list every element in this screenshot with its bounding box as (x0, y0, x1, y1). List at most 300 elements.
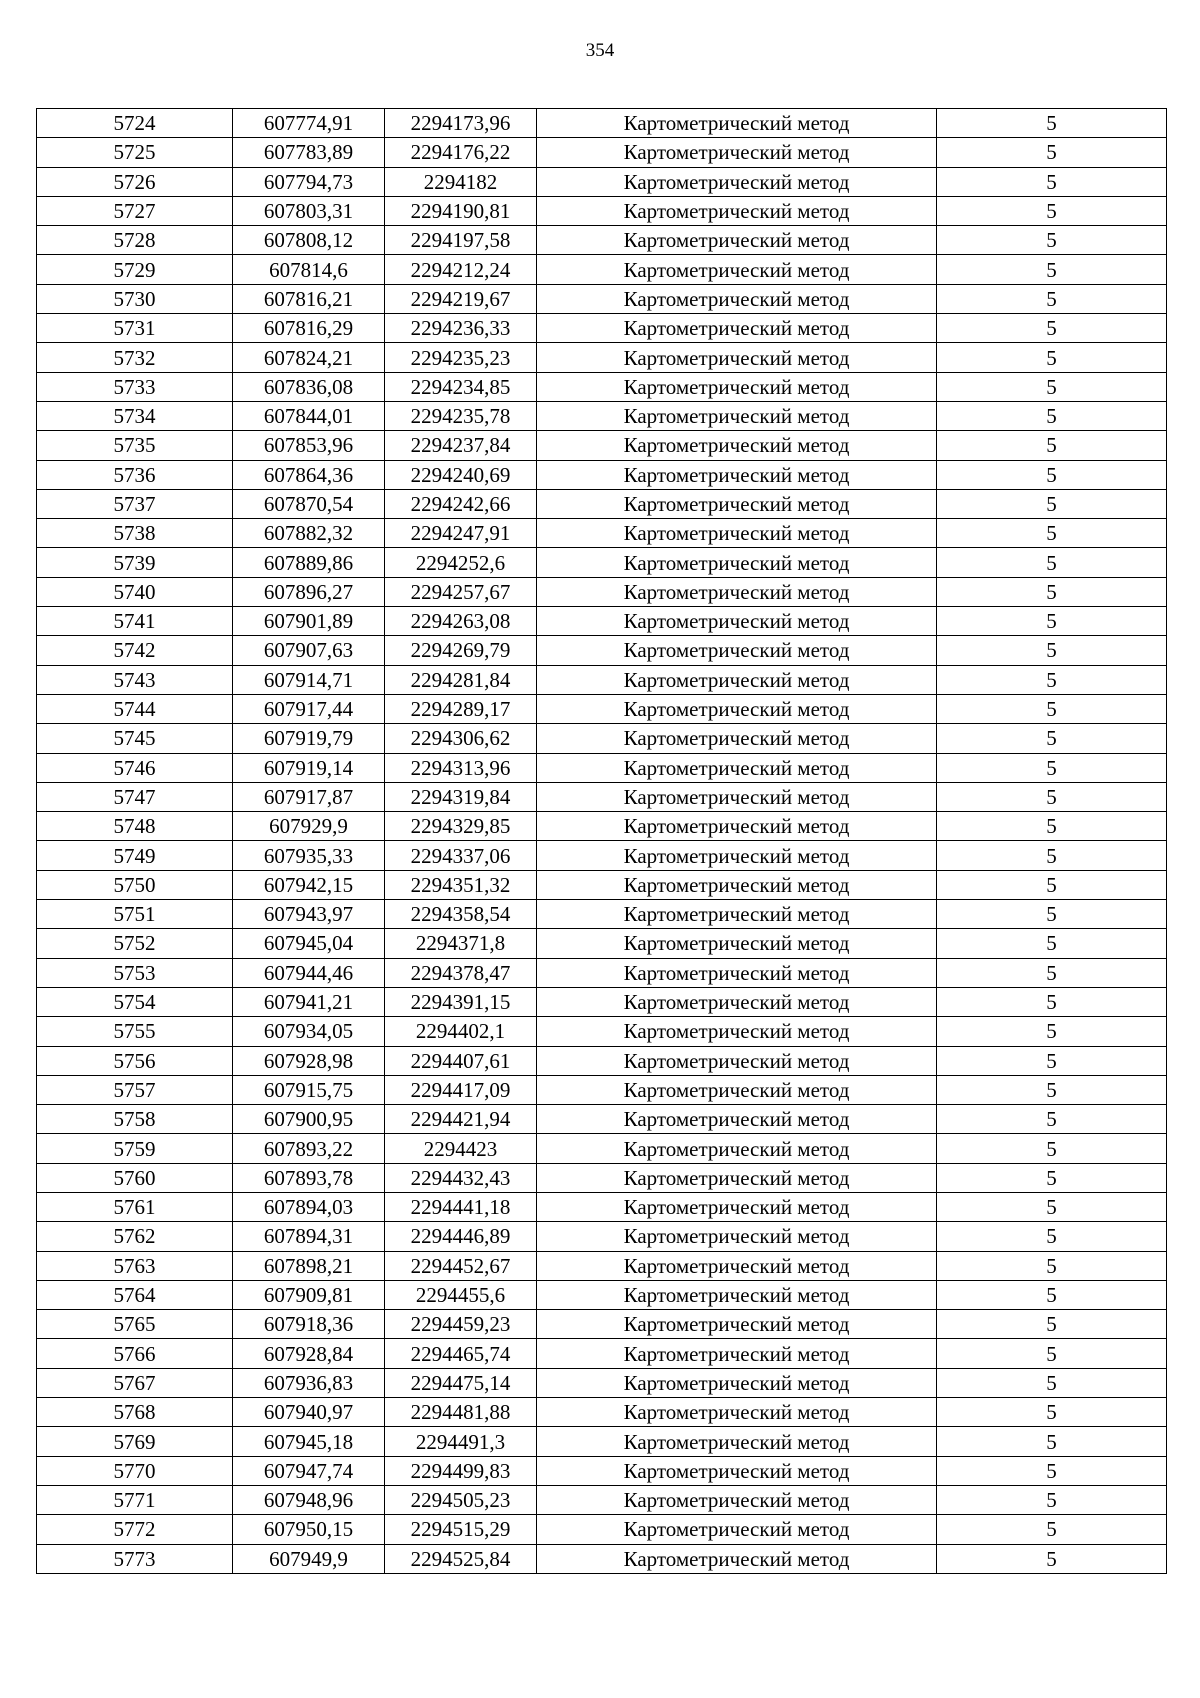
point-number-cell: 5729 (37, 255, 233, 284)
method-cell: Картометрический метод (537, 401, 937, 430)
accuracy-cell: 5 (937, 167, 1167, 196)
x-coordinate-cell: 607919,14 (233, 753, 385, 782)
y-coordinate-cell: 2294176,22 (385, 138, 537, 167)
point-number-cell: 5763 (37, 1251, 233, 1280)
point-number-cell: 5758 (37, 1105, 233, 1134)
x-coordinate-cell: 607944,46 (233, 958, 385, 987)
accuracy-cell: 5 (937, 1310, 1167, 1339)
x-coordinate-cell: 607935,33 (233, 841, 385, 870)
point-number-cell: 5770 (37, 1456, 233, 1485)
method-cell: Картометрический метод (537, 1163, 937, 1192)
accuracy-cell: 5 (937, 607, 1167, 636)
x-coordinate-cell: 607914,71 (233, 665, 385, 694)
x-coordinate-cell: 607893,22 (233, 1134, 385, 1163)
method-cell: Картометрический метод (537, 167, 937, 196)
accuracy-cell: 5 (937, 1105, 1167, 1134)
table-row (37, 1485, 1167, 1514)
accuracy-cell: 5 (937, 870, 1167, 899)
point-number-cell: 5726 (37, 167, 233, 196)
table-row (37, 1075, 1167, 1104)
table-row (37, 548, 1167, 577)
accuracy-cell: 5 (937, 636, 1167, 665)
table-row (37, 1134, 1167, 1163)
table-row (37, 1046, 1167, 1075)
y-coordinate-cell: 2294459,23 (385, 1310, 537, 1339)
accuracy-cell: 5 (937, 694, 1167, 723)
point-number-cell: 5773 (37, 1544, 233, 1573)
x-coordinate-cell: 607949,9 (233, 1544, 385, 1573)
accuracy-cell: 5 (937, 1280, 1167, 1309)
x-coordinate-cell: 607950,15 (233, 1515, 385, 1544)
accuracy-cell: 5 (937, 812, 1167, 841)
method-cell: Картометрический метод (537, 929, 937, 958)
y-coordinate-cell: 2294219,67 (385, 284, 537, 313)
y-coordinate-cell: 2294240,69 (385, 460, 537, 489)
y-coordinate-cell: 2294475,14 (385, 1368, 537, 1397)
table-row (37, 196, 1167, 225)
x-coordinate-cell: 607898,21 (233, 1251, 385, 1280)
accuracy-cell: 5 (937, 753, 1167, 782)
x-coordinate-cell: 607900,95 (233, 1105, 385, 1134)
table-row (37, 167, 1167, 196)
accuracy-cell: 5 (937, 548, 1167, 577)
y-coordinate-cell: 2294236,33 (385, 314, 537, 343)
point-number-cell: 5746 (37, 753, 233, 782)
x-coordinate-cell: 607774,91 (233, 109, 385, 138)
x-coordinate-cell: 607816,21 (233, 284, 385, 313)
y-coordinate-cell: 2294358,54 (385, 900, 537, 929)
point-number-cell: 5735 (37, 431, 233, 460)
point-number-cell: 5767 (37, 1368, 233, 1397)
y-coordinate-cell: 2294441,18 (385, 1192, 537, 1221)
method-cell: Картометрический метод (537, 987, 937, 1016)
accuracy-cell: 5 (937, 1075, 1167, 1104)
method-cell: Картометрический метод (537, 1485, 937, 1514)
point-number-cell: 5747 (37, 782, 233, 811)
x-coordinate-cell: 607928,84 (233, 1339, 385, 1368)
method-cell: Картометрический метод (537, 870, 937, 899)
table-row (37, 636, 1167, 665)
method-cell: Картометрический метод (537, 958, 937, 987)
y-coordinate-cell: 2294371,8 (385, 929, 537, 958)
point-number-cell: 5725 (37, 138, 233, 167)
x-coordinate-cell: 607808,12 (233, 226, 385, 255)
method-cell: Картометрический метод (537, 665, 937, 694)
point-number-cell: 5728 (37, 226, 233, 255)
method-cell: Картометрический метод (537, 1134, 937, 1163)
accuracy-cell: 5 (937, 284, 1167, 313)
method-cell: Картометрический метод (537, 519, 937, 548)
accuracy-cell: 5 (937, 460, 1167, 489)
point-number-cell: 5759 (37, 1134, 233, 1163)
y-coordinate-cell: 2294242,66 (385, 489, 537, 518)
method-cell: Картометрический метод (537, 1251, 937, 1280)
y-coordinate-cell: 2294491,3 (385, 1427, 537, 1456)
coordinates-table (36, 108, 1167, 1574)
y-coordinate-cell: 2294452,67 (385, 1251, 537, 1280)
point-number-cell: 5727 (37, 196, 233, 225)
accuracy-cell: 5 (937, 665, 1167, 694)
method-cell: Картометрический метод (537, 1192, 937, 1221)
y-coordinate-cell: 2294337,06 (385, 841, 537, 870)
y-coordinate-cell: 2294407,61 (385, 1046, 537, 1075)
method-cell: Картометрический метод (537, 138, 937, 167)
x-coordinate-cell: 607894,03 (233, 1192, 385, 1221)
accuracy-cell: 5 (937, 1544, 1167, 1573)
y-coordinate-cell: 2294319,84 (385, 782, 537, 811)
accuracy-cell: 5 (937, 1017, 1167, 1046)
y-coordinate-cell: 2294263,08 (385, 607, 537, 636)
x-coordinate-cell: 607917,44 (233, 694, 385, 723)
point-number-cell: 5730 (37, 284, 233, 313)
table-row (37, 724, 1167, 753)
table-row (37, 694, 1167, 723)
table-row (37, 958, 1167, 987)
accuracy-cell: 5 (937, 519, 1167, 548)
accuracy-cell: 5 (937, 255, 1167, 284)
x-coordinate-cell: 607917,87 (233, 782, 385, 811)
table-row (37, 1192, 1167, 1221)
method-cell: Картометрический метод (537, 1105, 937, 1134)
accuracy-cell: 5 (937, 929, 1167, 958)
y-coordinate-cell: 2294455,6 (385, 1280, 537, 1309)
y-coordinate-cell: 2294505,23 (385, 1485, 537, 1514)
y-coordinate-cell: 2294351,32 (385, 870, 537, 899)
table-row (37, 1251, 1167, 1280)
y-coordinate-cell: 2294378,47 (385, 958, 537, 987)
point-number-cell: 5738 (37, 519, 233, 548)
point-number-cell: 5761 (37, 1192, 233, 1221)
accuracy-cell: 5 (937, 1222, 1167, 1251)
accuracy-cell: 5 (937, 1251, 1167, 1280)
table-row (37, 841, 1167, 870)
x-coordinate-cell: 607945,18 (233, 1427, 385, 1456)
method-cell: Картометрический метод (537, 1017, 937, 1046)
table-row (37, 109, 1167, 138)
point-number-cell: 5771 (37, 1485, 233, 1514)
accuracy-cell: 5 (937, 372, 1167, 401)
table-row (37, 1310, 1167, 1339)
y-coordinate-cell: 2294306,62 (385, 724, 537, 753)
table-row (37, 1105, 1167, 1134)
y-coordinate-cell: 2294289,17 (385, 694, 537, 723)
table-row (37, 1280, 1167, 1309)
x-coordinate-cell: 607824,21 (233, 343, 385, 372)
method-cell: Картометрический метод (537, 372, 937, 401)
y-coordinate-cell: 2294499,83 (385, 1456, 537, 1485)
method-cell: Картометрический метод (537, 1075, 937, 1104)
x-coordinate-cell: 607909,81 (233, 1280, 385, 1309)
point-number-cell: 5750 (37, 870, 233, 899)
x-coordinate-cell: 607803,31 (233, 196, 385, 225)
x-coordinate-cell: 607907,63 (233, 636, 385, 665)
point-number-cell: 5743 (37, 665, 233, 694)
table-row (37, 1456, 1167, 1485)
table-row (37, 1398, 1167, 1427)
table-row (37, 782, 1167, 811)
page-number: 354 (585, 40, 615, 61)
accuracy-cell: 5 (937, 958, 1167, 987)
point-number-cell: 5752 (37, 929, 233, 958)
x-coordinate-cell: 607901,89 (233, 607, 385, 636)
y-coordinate-cell: 2294257,67 (385, 577, 537, 606)
table-row (37, 138, 1167, 167)
table-row (37, 1222, 1167, 1251)
y-coordinate-cell: 2294212,24 (385, 255, 537, 284)
table-row (37, 900, 1167, 929)
accuracy-cell: 5 (937, 109, 1167, 138)
accuracy-cell: 5 (937, 1368, 1167, 1397)
x-coordinate-cell: 607896,27 (233, 577, 385, 606)
method-cell: Картометрический метод (537, 1222, 937, 1251)
table-row (37, 870, 1167, 899)
x-coordinate-cell: 607915,75 (233, 1075, 385, 1104)
method-cell: Картометрический метод (537, 1280, 937, 1309)
y-coordinate-cell: 2294197,58 (385, 226, 537, 255)
x-coordinate-cell: 607894,31 (233, 1222, 385, 1251)
point-number-cell: 5742 (37, 636, 233, 665)
x-coordinate-cell: 607814,6 (233, 255, 385, 284)
point-number-cell: 5769 (37, 1427, 233, 1456)
method-cell: Картометрический метод (537, 841, 937, 870)
table-row (37, 753, 1167, 782)
x-coordinate-cell: 607918,36 (233, 1310, 385, 1339)
accuracy-cell: 5 (937, 343, 1167, 372)
y-coordinate-cell: 2294432,43 (385, 1163, 537, 1192)
accuracy-cell: 5 (937, 431, 1167, 460)
method-cell: Картометрический метод (537, 1398, 937, 1427)
accuracy-cell: 5 (937, 1456, 1167, 1485)
method-cell: Картометрический метод (537, 900, 937, 929)
accuracy-cell: 5 (937, 987, 1167, 1016)
method-cell: Картометрический метод (537, 196, 937, 225)
method-cell: Картометрический метод (537, 694, 937, 723)
method-cell: Картометрический метод (537, 109, 937, 138)
method-cell: Картометрический метод (537, 1339, 937, 1368)
method-cell: Картометрический метод (537, 460, 937, 489)
y-coordinate-cell: 2294421,94 (385, 1105, 537, 1134)
point-number-cell: 5724 (37, 109, 233, 138)
accuracy-cell: 5 (937, 1398, 1167, 1427)
table-row (37, 460, 1167, 489)
point-number-cell: 5766 (37, 1339, 233, 1368)
point-number-cell: 5772 (37, 1515, 233, 1544)
point-number-cell: 5755 (37, 1017, 233, 1046)
y-coordinate-cell: 2294281,84 (385, 665, 537, 694)
table-row (37, 1339, 1167, 1368)
table-row (37, 431, 1167, 460)
point-number-cell: 5744 (37, 694, 233, 723)
table-row (37, 372, 1167, 401)
x-coordinate-cell: 607870,54 (233, 489, 385, 518)
x-coordinate-cell: 607941,21 (233, 987, 385, 1016)
method-cell: Картометрический метод (537, 284, 937, 313)
accuracy-cell: 5 (937, 226, 1167, 255)
x-coordinate-cell: 607947,74 (233, 1456, 385, 1485)
method-cell: Картометрический метод (537, 343, 937, 372)
point-number-cell: 5754 (37, 987, 233, 1016)
accuracy-cell: 5 (937, 724, 1167, 753)
table-row (37, 1427, 1167, 1456)
y-coordinate-cell: 2294481,88 (385, 1398, 537, 1427)
method-cell: Картометрический метод (537, 314, 937, 343)
method-cell: Картометрический метод (537, 636, 937, 665)
point-number-cell: 5768 (37, 1398, 233, 1427)
method-cell: Картометрический метод (537, 255, 937, 284)
method-cell: Картометрический метод (537, 1368, 937, 1397)
method-cell: Картометрический метод (537, 577, 937, 606)
x-coordinate-cell: 607882,32 (233, 519, 385, 548)
table-row (37, 812, 1167, 841)
x-coordinate-cell: 607893,78 (233, 1163, 385, 1192)
y-coordinate-cell: 2294423 (385, 1134, 537, 1163)
y-coordinate-cell: 2294173,96 (385, 109, 537, 138)
table-row (37, 401, 1167, 430)
table-row (37, 665, 1167, 694)
method-cell: Картометрический метод (537, 724, 937, 753)
x-coordinate-cell: 607836,08 (233, 372, 385, 401)
point-number-cell: 5757 (37, 1075, 233, 1104)
point-number-cell: 5765 (37, 1310, 233, 1339)
table-row (37, 255, 1167, 284)
accuracy-cell: 5 (937, 1163, 1167, 1192)
x-coordinate-cell: 607942,15 (233, 870, 385, 899)
x-coordinate-cell: 607928,98 (233, 1046, 385, 1075)
table-row (37, 1163, 1167, 1192)
x-coordinate-cell: 607945,04 (233, 929, 385, 958)
table-row (37, 1515, 1167, 1544)
accuracy-cell: 5 (937, 1427, 1167, 1456)
x-coordinate-cell: 607948,96 (233, 1485, 385, 1514)
accuracy-cell: 5 (937, 196, 1167, 225)
y-coordinate-cell: 2294190,81 (385, 196, 537, 225)
y-coordinate-cell: 2294515,29 (385, 1515, 537, 1544)
table-body (37, 109, 1167, 1574)
table-row (37, 284, 1167, 313)
accuracy-cell: 5 (937, 782, 1167, 811)
point-number-cell: 5732 (37, 343, 233, 372)
table-row (37, 929, 1167, 958)
table-row (37, 1368, 1167, 1397)
x-coordinate-cell: 607864,36 (233, 460, 385, 489)
x-coordinate-cell: 607844,01 (233, 401, 385, 430)
accuracy-cell: 5 (937, 1515, 1167, 1544)
accuracy-cell: 5 (937, 577, 1167, 606)
y-coordinate-cell: 2294313,96 (385, 753, 537, 782)
point-number-cell: 5741 (37, 607, 233, 636)
y-coordinate-cell: 2294391,15 (385, 987, 537, 1016)
accuracy-cell: 5 (937, 1339, 1167, 1368)
method-cell: Картометрический метод (537, 1046, 937, 1075)
table-row (37, 607, 1167, 636)
point-number-cell: 5736 (37, 460, 233, 489)
point-number-cell: 5764 (37, 1280, 233, 1309)
x-coordinate-cell: 607783,89 (233, 138, 385, 167)
method-cell: Картометрический метод (537, 226, 937, 255)
point-number-cell: 5737 (37, 489, 233, 518)
method-cell: Картометрический метод (537, 489, 937, 518)
method-cell: Картометрический метод (537, 1544, 937, 1573)
point-number-cell: 5748 (37, 812, 233, 841)
accuracy-cell: 5 (937, 1192, 1167, 1221)
method-cell: Картометрический метод (537, 753, 937, 782)
accuracy-cell: 5 (937, 900, 1167, 929)
method-cell: Картометрический метод (537, 782, 937, 811)
point-number-cell: 5739 (37, 548, 233, 577)
point-number-cell: 5753 (37, 958, 233, 987)
method-cell: Картометрический метод (537, 1456, 937, 1485)
point-number-cell: 5733 (37, 372, 233, 401)
y-coordinate-cell: 2294235,78 (385, 401, 537, 430)
method-cell: Картометрический метод (537, 1310, 937, 1339)
accuracy-cell: 5 (937, 138, 1167, 167)
y-coordinate-cell: 2294329,85 (385, 812, 537, 841)
x-coordinate-cell: 607940,97 (233, 1398, 385, 1427)
accuracy-cell: 5 (937, 314, 1167, 343)
x-coordinate-cell: 607853,96 (233, 431, 385, 460)
x-coordinate-cell: 607794,73 (233, 167, 385, 196)
table-row (37, 987, 1167, 1016)
point-number-cell: 5751 (37, 900, 233, 929)
table-row (37, 226, 1167, 255)
y-coordinate-cell: 2294465,74 (385, 1339, 537, 1368)
table-row (37, 1544, 1167, 1573)
x-coordinate-cell: 607919,79 (233, 724, 385, 753)
x-coordinate-cell: 607943,97 (233, 900, 385, 929)
method-cell: Картометрический метод (537, 1515, 937, 1544)
x-coordinate-cell: 607936,83 (233, 1368, 385, 1397)
x-coordinate-cell: 607929,9 (233, 812, 385, 841)
table-row (37, 1017, 1167, 1046)
method-cell: Картометрический метод (537, 1427, 937, 1456)
point-number-cell: 5749 (37, 841, 233, 870)
y-coordinate-cell: 2294446,89 (385, 1222, 537, 1251)
point-number-cell: 5740 (37, 577, 233, 606)
y-coordinate-cell: 2294252,6 (385, 548, 537, 577)
accuracy-cell: 5 (937, 1046, 1167, 1075)
y-coordinate-cell: 2294182 (385, 167, 537, 196)
point-number-cell: 5762 (37, 1222, 233, 1251)
point-number-cell: 5734 (37, 401, 233, 430)
table-row (37, 519, 1167, 548)
accuracy-cell: 5 (937, 1485, 1167, 1514)
method-cell: Картометрический метод (537, 431, 937, 460)
method-cell: Картометрический метод (537, 548, 937, 577)
y-coordinate-cell: 2294525,84 (385, 1544, 537, 1573)
y-coordinate-cell: 2294237,84 (385, 431, 537, 460)
method-cell: Картометрический метод (537, 607, 937, 636)
y-coordinate-cell: 2294402,1 (385, 1017, 537, 1046)
accuracy-cell: 5 (937, 1134, 1167, 1163)
table-row (37, 314, 1167, 343)
y-coordinate-cell: 2294269,79 (385, 636, 537, 665)
accuracy-cell: 5 (937, 841, 1167, 870)
method-cell: Картометрический метод (537, 812, 937, 841)
point-number-cell: 5745 (37, 724, 233, 753)
y-coordinate-cell: 2294235,23 (385, 343, 537, 372)
accuracy-cell: 5 (937, 489, 1167, 518)
point-number-cell: 5760 (37, 1163, 233, 1192)
x-coordinate-cell: 607816,29 (233, 314, 385, 343)
table-row (37, 343, 1167, 372)
x-coordinate-cell: 607889,86 (233, 548, 385, 577)
x-coordinate-cell: 607934,05 (233, 1017, 385, 1046)
y-coordinate-cell: 2294234,85 (385, 372, 537, 401)
point-number-cell: 5756 (37, 1046, 233, 1075)
accuracy-cell: 5 (937, 401, 1167, 430)
point-number-cell: 5731 (37, 314, 233, 343)
y-coordinate-cell: 2294417,09 (385, 1075, 537, 1104)
